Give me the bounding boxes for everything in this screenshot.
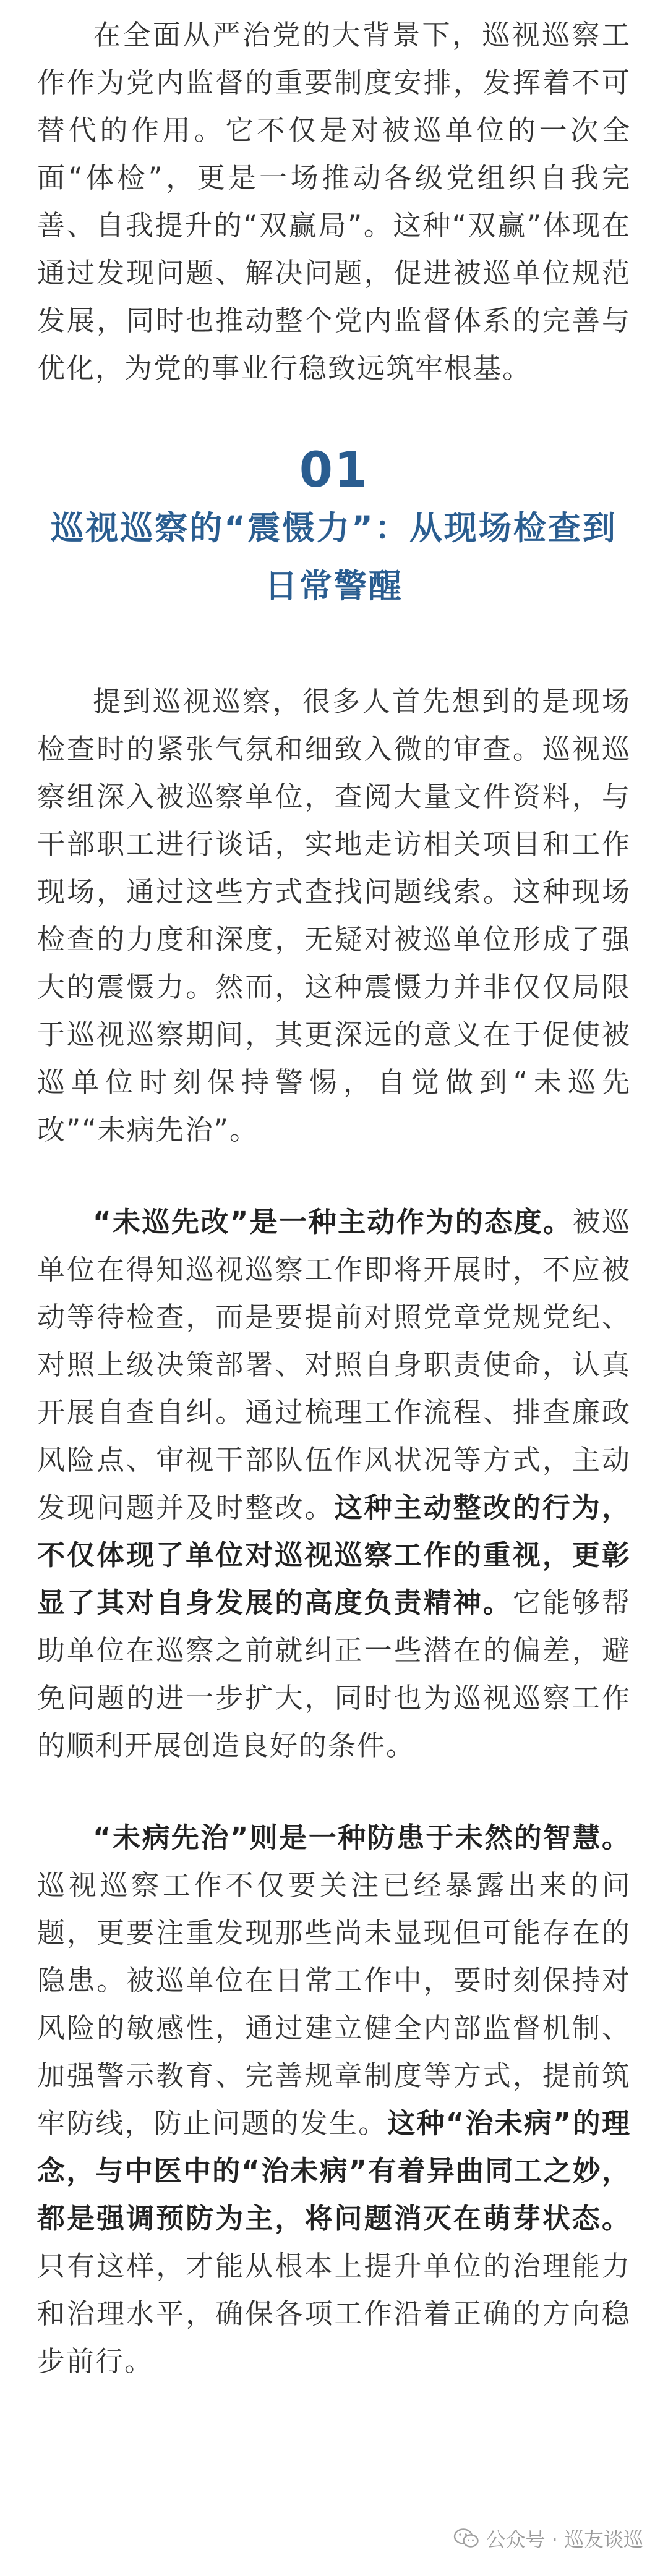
paragraph-3-bold-lead: “未病先治”则是一种防患于未然的智慧。 [93, 1821, 631, 1854]
article-body [37, 11, 631, 2385]
watermark-text: 公众号 · 巡友谈巡 [486, 2528, 643, 2551]
wechat-icon [453, 2527, 479, 2549]
body-paragraph-2 [37, 1198, 631, 1769]
section-number: 01 [299, 443, 369, 498]
paragraph-3-bold-mid: 这种“治未病”的理念，与中医中的“治未病”有着异曲同工之妙，都是强调预防为主，将问题消灭在萌芽状态。 [37, 2107, 631, 2235]
section-title: 巡视巡察的“震慑力”：从现场检查到日常警醒 [51, 509, 617, 605]
paragraph-2-bold-mid: 这种主动整改的行为，不仅体现了单位对巡视巡察工作的重视，更彰显了其对自身发展的高度负责精神。 [37, 1491, 631, 1619]
body-paragraph-3 [37, 1814, 631, 2385]
intro-paragraph: 在全面从严治党的大背景下，巡视巡察工作作为党内监督的重要制度安排，发挥着不可替代的作用。它不仅是对被巡单位的一次全面“体检”，更是一场推动各级党组织自我完善、自我提升的“双赢局”。这种“双赢”体现在通过发现问题、解决问题，促进被巡单位规范发展，同时也推动整个党内监督体系的完善与优化，为党的事业行稳致远筑牢根基。 [37, 19, 631, 385]
body-paragraph-1: 提到巡视巡察，很多人首先想到的是现场检查时的紧张气氛和细致入微的审查。巡视巡察组深入被巡察单位，查阅大量文件资料，与干部职工进行谈话，实地走访相关项目和工作现场，通过这些方式查找问题线索。这种现场检查的力度和深度，无疑对被巡单位形成了强大的震慑力。然而，这种震慑力并非仅仅局限于巡视巡察期间，其更深远的意义在于促使被巡单位时刻保持警惕，自觉做到“未巡先改”“未病先治”。 [37, 685, 631, 1146]
account-watermark [453, 2524, 643, 2553]
paragraph-2-text-a: 被巡单位在得知巡视巡察工作即将开展时，不应被动等待检查，而是要提前对照党章党规党纪、对照上级决策部署、对照自身职责使命，认真开展自查自纠。通过梳理工作流程、排查廉政风险点、审视干部队伍作风状况等方式，主动发现问题并及时整改。 [37, 1205, 631, 1524]
paragraph-2-bold-lead: “未巡先改”是一种主动作为的态度。 [93, 1205, 573, 1238]
paragraph-3-text-b: 只有这样，才能从根本上提升单位的治理能力和治理水平，确保各项工作沿着正确的方向稳步前行。 [37, 2250, 631, 2378]
paragraph-2-text-b: 它能够帮助单位在巡察之前就纠正一些潜在的偏差，避免问题的进一步扩大，同时也为巡视巡察工作的顺利开展创造良好的条件。 [37, 1586, 631, 1762]
paragraph-3-text-a: 巡视巡察工作不仅要关注已经暴露出来的问题，更要注重发现那些尚未显现但可能存在的隐患。被巡单位在日常工作中，要时刻保持对风险的敏感性，通过建立健全内部监督机制、加强警示教育、完善规章制度等方式，提前筑牢防线，防止问题的发生。 [37, 1869, 631, 2140]
